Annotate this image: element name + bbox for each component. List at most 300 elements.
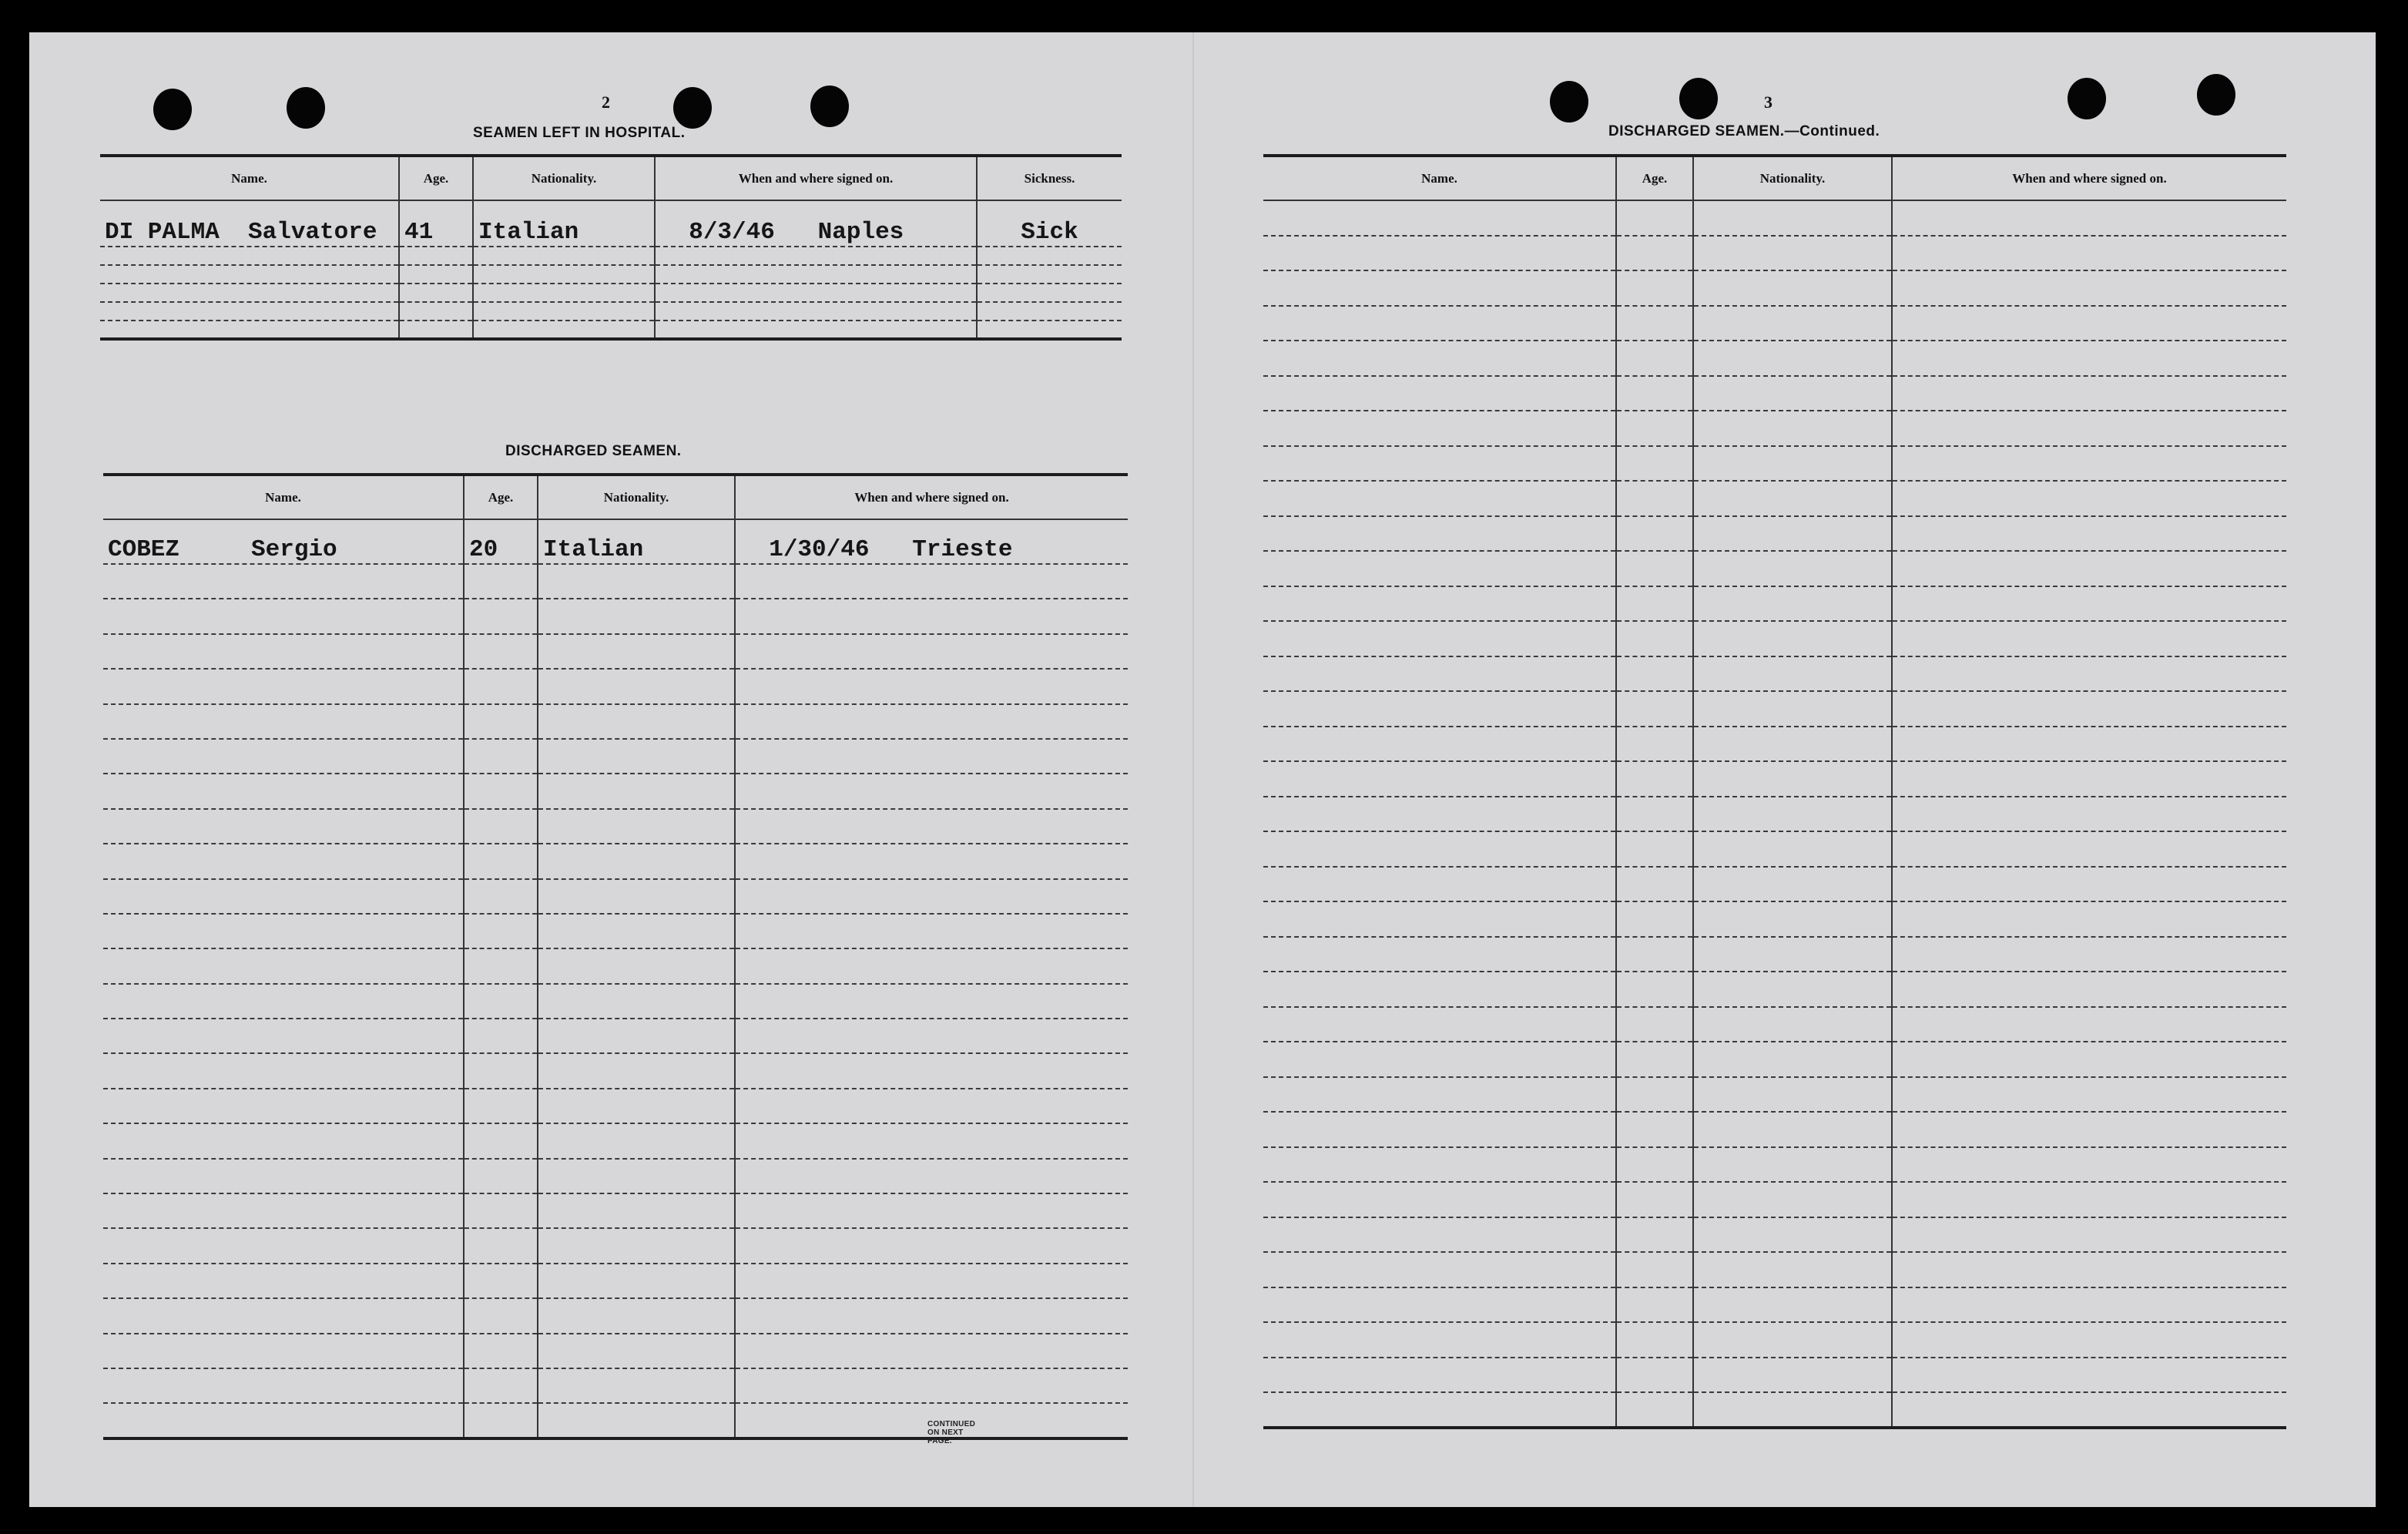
punch-hole xyxy=(1679,78,1718,119)
blank-cell xyxy=(1892,411,2286,446)
blank-cell xyxy=(1892,867,2286,902)
blank-cell xyxy=(1693,586,1892,622)
blank-cell xyxy=(735,634,1128,669)
blank-cell xyxy=(1616,937,1693,972)
table-row xyxy=(103,1368,1128,1403)
column-header-nationality: Nationality. xyxy=(538,475,735,519)
table-row xyxy=(103,704,1128,739)
blank-cell xyxy=(538,599,735,633)
blank-cell xyxy=(735,564,1128,599)
blank-cell xyxy=(735,669,1128,703)
blank-cell xyxy=(1263,621,1616,656)
blank-cell xyxy=(1616,1392,1693,1428)
blank-cell xyxy=(1892,621,2286,656)
blank-cell xyxy=(103,1368,464,1403)
blank-cell xyxy=(538,1159,735,1193)
table-row xyxy=(1263,727,2286,762)
table-row xyxy=(1263,937,2286,972)
table-row xyxy=(103,1019,1128,1053)
blank-cell xyxy=(103,1019,464,1053)
signed-on-date: 1/30/46 xyxy=(769,536,870,563)
table-row xyxy=(1263,901,2286,937)
blank-cell xyxy=(735,844,1128,878)
blank-cell xyxy=(735,809,1128,844)
blank-cell xyxy=(1892,761,2286,797)
blank-cell xyxy=(464,669,538,703)
blank-cell xyxy=(1616,901,1693,937)
blank-cell xyxy=(1892,797,2286,832)
blank-cell xyxy=(1892,236,2286,271)
blank-cell xyxy=(1616,831,1693,867)
blank-cell xyxy=(1263,446,1616,482)
table-row xyxy=(100,247,1122,265)
blank-cell xyxy=(538,1053,735,1088)
blank-cell xyxy=(103,1403,464,1438)
blank-cell xyxy=(1693,1287,1892,1323)
blank-cell xyxy=(1892,901,2286,937)
blank-cell xyxy=(464,1264,538,1298)
table-row xyxy=(1263,797,2286,832)
blank-cell xyxy=(1693,1112,1892,1147)
table-row xyxy=(1263,551,2286,586)
column-header-age: Age. xyxy=(1616,156,1693,200)
table-row xyxy=(1263,972,2286,1007)
table-row xyxy=(1263,411,2286,446)
blank-cell xyxy=(1616,1077,1693,1113)
blank-cell xyxy=(103,1089,464,1123)
table-row xyxy=(100,200,1122,247)
table-row xyxy=(1263,761,2286,797)
blank-cell xyxy=(1693,1252,1892,1287)
table-row xyxy=(103,564,1128,599)
blank-cell xyxy=(538,1228,735,1263)
blank-cell xyxy=(464,948,538,983)
blank-cell xyxy=(1693,867,1892,902)
blank-cell xyxy=(1693,937,1892,972)
blank-cell xyxy=(103,984,464,1019)
blank-cell xyxy=(1892,1147,2286,1183)
blank-cell xyxy=(735,1053,1128,1088)
blank-cell xyxy=(538,1264,735,1298)
blank-cell xyxy=(1616,691,1693,727)
blank-cell xyxy=(735,948,1128,983)
blank-cell xyxy=(1616,1007,1693,1042)
blank-cell xyxy=(1616,797,1693,832)
table-row xyxy=(103,634,1128,669)
blank-cell xyxy=(1263,727,1616,762)
table-row xyxy=(1263,1147,2286,1183)
table-row xyxy=(1263,1077,2286,1113)
table-row xyxy=(1263,1392,2286,1428)
blank-cell xyxy=(103,1123,464,1158)
table-row xyxy=(1263,1042,2286,1077)
blank-cell xyxy=(735,739,1128,774)
blank-cell xyxy=(1616,1252,1693,1287)
blank-cell xyxy=(464,1228,538,1263)
table-row xyxy=(103,809,1128,844)
blank-cell xyxy=(1616,972,1693,1007)
table-row xyxy=(103,1193,1128,1228)
blank-cell xyxy=(1616,656,1693,692)
blank-cell xyxy=(1616,411,1693,446)
blank-cell xyxy=(1693,341,1892,376)
blank-cell xyxy=(1263,236,1616,271)
blank-cell xyxy=(103,669,464,703)
blank-cell xyxy=(1616,1287,1693,1323)
blank-cell xyxy=(1616,376,1693,411)
table-row xyxy=(1263,691,2286,727)
name-cell xyxy=(100,200,399,247)
blank-cell xyxy=(1263,831,1616,867)
blank-cell xyxy=(1263,341,1616,376)
blank-cell xyxy=(1693,761,1892,797)
blank-cell xyxy=(1616,270,1693,306)
blank-cell xyxy=(1693,200,1892,236)
column-header-age: Age. xyxy=(399,156,473,200)
blank-cell xyxy=(538,564,735,599)
blank-cell xyxy=(103,809,464,844)
blank-cell xyxy=(538,1334,735,1368)
blank-cell xyxy=(1616,481,1693,516)
blank-cell xyxy=(464,879,538,914)
blank-cell xyxy=(1616,621,1693,656)
blank-cell xyxy=(1892,831,2286,867)
punch-hole xyxy=(2068,78,2106,119)
blank-cell xyxy=(735,599,1128,633)
blank-cell xyxy=(1263,481,1616,516)
blank-cell xyxy=(1616,727,1693,762)
blank-cell xyxy=(1693,797,1892,832)
blank-cell xyxy=(538,1193,735,1228)
table-row xyxy=(103,669,1128,703)
blank-cell xyxy=(538,1123,735,1158)
blank-cell xyxy=(464,634,538,669)
blank-cell xyxy=(1616,1358,1693,1393)
blank-cell xyxy=(1892,1322,2286,1358)
table-row xyxy=(1263,1217,2286,1253)
blank-cell xyxy=(103,1159,464,1193)
blank-cell xyxy=(1892,1112,2286,1147)
blank-cell xyxy=(1263,1147,1616,1183)
blank-cell xyxy=(103,599,464,633)
blank-cell xyxy=(464,809,538,844)
blank-cell xyxy=(735,1089,1128,1123)
blank-cell xyxy=(735,1159,1128,1193)
blank-cell xyxy=(464,1123,538,1158)
blank-cell xyxy=(1263,1252,1616,1287)
blank-cell xyxy=(1263,516,1616,552)
blank-cell xyxy=(1616,200,1693,236)
blank-cell xyxy=(1892,516,2286,552)
blank-cell xyxy=(1616,236,1693,271)
table-row xyxy=(1263,516,2286,552)
table-row xyxy=(103,519,1128,564)
discharged-section-title: DISCHARGED SEAMEN. xyxy=(505,443,682,459)
blank-cell xyxy=(1892,481,2286,516)
blank-cell xyxy=(1693,1007,1892,1042)
blank-cell xyxy=(735,1368,1128,1403)
blank-cell xyxy=(1892,727,2286,762)
blank-cell xyxy=(1263,656,1616,692)
blank-cell xyxy=(103,739,464,774)
blank-cell xyxy=(1263,1392,1616,1428)
blank-cell xyxy=(1693,1392,1892,1428)
blank-cell xyxy=(1693,1217,1892,1253)
blank-cell xyxy=(1263,901,1616,937)
blank-cell xyxy=(1263,411,1616,446)
blank-cell xyxy=(538,634,735,669)
punch-hole xyxy=(810,86,849,127)
table-row xyxy=(1263,376,2286,411)
table-row xyxy=(103,1159,1128,1193)
table-row xyxy=(1263,1287,2286,1323)
blank-cell xyxy=(1892,656,2286,692)
column-header-signed-on: When and where signed on. xyxy=(655,156,977,200)
table-row xyxy=(1263,200,2286,236)
punch-hole xyxy=(153,89,192,130)
blank-cell xyxy=(735,1228,1128,1263)
blank-cell xyxy=(1693,621,1892,656)
blank-cell xyxy=(1263,270,1616,306)
blank-cell xyxy=(1892,691,2286,727)
table-row xyxy=(1263,1322,2286,1358)
blank-cell xyxy=(464,1089,538,1123)
blank-cell xyxy=(1616,1042,1693,1077)
blank-cell xyxy=(464,1334,538,1368)
blank-cell xyxy=(464,774,538,808)
blank-cell xyxy=(538,669,735,703)
table-row xyxy=(1263,1007,2286,1042)
blank-cell xyxy=(1892,1358,2286,1393)
blank-cell xyxy=(1263,586,1616,622)
blank-cell xyxy=(103,1193,464,1228)
column-header-name: Name. xyxy=(1263,156,1616,200)
blank-cell xyxy=(1616,341,1693,376)
blank-cell xyxy=(1693,1358,1892,1393)
blank-cell xyxy=(464,1403,538,1438)
blank-cell xyxy=(538,809,735,844)
blank-cell xyxy=(464,599,538,633)
blank-cell xyxy=(1263,200,1616,236)
blank-cell xyxy=(538,914,735,948)
table-row xyxy=(1263,270,2286,306)
blank-cell xyxy=(1263,1358,1616,1393)
discharged-continued-table xyxy=(1263,154,2286,1429)
blank-cell xyxy=(1616,761,1693,797)
blank-cell xyxy=(1263,1287,1616,1323)
column-header-age: Age. xyxy=(464,475,538,519)
nationality-cell: Italian xyxy=(473,200,655,247)
blank-cell xyxy=(1892,1007,2286,1042)
table-row xyxy=(1263,831,2286,867)
blank-cell xyxy=(538,948,735,983)
table-row xyxy=(103,1334,1128,1368)
blank-cell xyxy=(1892,1077,2286,1113)
blank-cell xyxy=(464,984,538,1019)
blank-cell xyxy=(464,1159,538,1193)
column-header-signed-on: When and where signed on. xyxy=(1892,156,2286,200)
blank-cell xyxy=(464,1053,538,1088)
blank-cell xyxy=(1263,797,1616,832)
column-header-name: Name. xyxy=(103,475,464,519)
blank-cell xyxy=(538,739,735,774)
table-row xyxy=(103,599,1128,633)
blank-cell xyxy=(1263,1042,1616,1077)
table-row xyxy=(103,1053,1128,1088)
blank-cell xyxy=(1616,1182,1693,1217)
blank-cell xyxy=(1263,867,1616,902)
blank-cell xyxy=(464,1368,538,1403)
blank-cell xyxy=(1892,551,2286,586)
blank-cell xyxy=(103,1228,464,1263)
blank-cell xyxy=(1693,270,1892,306)
blank-cell xyxy=(1263,761,1616,797)
page-fold xyxy=(1192,32,1194,1507)
blank-cell xyxy=(1693,446,1892,482)
hospital-table xyxy=(100,154,1122,341)
blank-cell xyxy=(1892,586,2286,622)
blank-cell xyxy=(538,704,735,739)
table-row xyxy=(1263,236,2286,271)
blank-cell xyxy=(1616,446,1693,482)
table-row xyxy=(100,302,1122,321)
punch-hole xyxy=(673,87,712,129)
discharged-table xyxy=(103,473,1128,1440)
discharged-continued-title: DISCHARGED SEAMEN.—Continued. xyxy=(1608,123,1880,139)
blank-cell xyxy=(1892,200,2286,236)
table-row xyxy=(103,1298,1128,1333)
table-row xyxy=(1263,1182,2286,1217)
blank-cell xyxy=(1263,937,1616,972)
blank-cell xyxy=(538,1019,735,1053)
blank-cell xyxy=(1892,446,2286,482)
blank-cell xyxy=(464,844,538,878)
blank-cell xyxy=(103,1334,464,1368)
blank-cell xyxy=(1892,1252,2286,1287)
blank-cell xyxy=(103,914,464,948)
blank-cell xyxy=(1693,1077,1892,1113)
page-number: 3 xyxy=(1764,92,1772,112)
column-header-name: Name. xyxy=(100,156,399,200)
blank-cell xyxy=(1892,270,2286,306)
continued-note: CONTINUED ON NEXT PAGE. xyxy=(927,1420,976,1445)
blank-cell xyxy=(538,1089,735,1123)
blank-cell xyxy=(538,984,735,1019)
blank-cell xyxy=(103,844,464,878)
blank-cell xyxy=(464,564,538,599)
blank-cell xyxy=(103,948,464,983)
blank-cell xyxy=(464,1298,538,1333)
blank-cell xyxy=(1616,516,1693,552)
signed-on-cell xyxy=(655,200,977,247)
blank-cell xyxy=(735,984,1128,1019)
blank-cell xyxy=(1693,1182,1892,1217)
table-row xyxy=(103,844,1128,878)
signed-on-place: Naples xyxy=(817,219,904,246)
table-row xyxy=(100,265,1122,284)
blank-cell xyxy=(1693,1147,1892,1183)
blank-cell xyxy=(1892,972,2286,1007)
blank-cell xyxy=(1892,341,2286,376)
blank-cell xyxy=(1693,481,1892,516)
blank-cell xyxy=(1263,1077,1616,1113)
blank-cell xyxy=(538,1298,735,1333)
blank-cell xyxy=(103,1053,464,1088)
table-row xyxy=(100,284,1122,302)
column-header-nationality: Nationality. xyxy=(473,156,655,200)
table-row xyxy=(103,739,1128,774)
blank-cell xyxy=(1892,376,2286,411)
blank-cell xyxy=(1616,551,1693,586)
signed-on-cell xyxy=(735,519,1128,564)
table-row xyxy=(103,914,1128,948)
table-row xyxy=(103,1228,1128,1263)
column-header-signed-on: When and where signed on. xyxy=(735,475,1128,519)
table-row xyxy=(103,879,1128,914)
blank-cell xyxy=(1693,831,1892,867)
table-row xyxy=(1263,621,2286,656)
name-cell xyxy=(103,519,464,564)
table-row xyxy=(1263,1112,2286,1147)
blank-cell xyxy=(1693,1322,1892,1358)
signed-on-date: 8/3/46 xyxy=(689,219,775,246)
table-row xyxy=(100,321,1122,339)
blank-cell xyxy=(1693,901,1892,937)
blank-cell xyxy=(1693,656,1892,692)
blank-cell xyxy=(1616,306,1693,341)
given-name: Salvatore xyxy=(248,219,377,246)
blank-cell xyxy=(1263,551,1616,586)
blank-cell xyxy=(1263,972,1616,1007)
surname: COBEZ xyxy=(108,536,180,563)
age-cell: 20 xyxy=(464,519,538,564)
blank-cell xyxy=(1892,937,2286,972)
blank-cell xyxy=(1892,1042,2286,1077)
blank-cell xyxy=(103,1264,464,1298)
blank-cell xyxy=(464,1193,538,1228)
blank-cell xyxy=(1892,1392,2286,1428)
blank-cell xyxy=(1693,691,1892,727)
blank-cell xyxy=(735,1298,1128,1333)
blank-cell xyxy=(103,704,464,739)
blank-cell xyxy=(1616,586,1693,622)
blank-cell xyxy=(1693,972,1892,1007)
table-row xyxy=(103,774,1128,808)
table-row xyxy=(1263,586,2286,622)
blank-cell xyxy=(1263,306,1616,341)
blank-cell xyxy=(1693,551,1892,586)
blank-cell xyxy=(735,1123,1128,1158)
table-row xyxy=(103,948,1128,983)
blank-cell xyxy=(1263,691,1616,727)
blank-cell xyxy=(1693,516,1892,552)
blank-cell xyxy=(735,914,1128,948)
surname: DI PALMA xyxy=(105,219,220,246)
blank-cell xyxy=(103,774,464,808)
table-row xyxy=(1263,306,2286,341)
signed-on-place: Trieste xyxy=(912,536,1013,563)
blank-cell xyxy=(1693,236,1892,271)
punch-hole xyxy=(1550,81,1588,123)
table-row xyxy=(103,1089,1128,1123)
blank-cell xyxy=(1693,411,1892,446)
blank-cell xyxy=(1693,727,1892,762)
punch-hole xyxy=(287,87,325,129)
blank-cell xyxy=(735,1193,1128,1228)
blank-cell xyxy=(1616,1217,1693,1253)
table-row xyxy=(103,1123,1128,1158)
blank-cell xyxy=(735,1264,1128,1298)
